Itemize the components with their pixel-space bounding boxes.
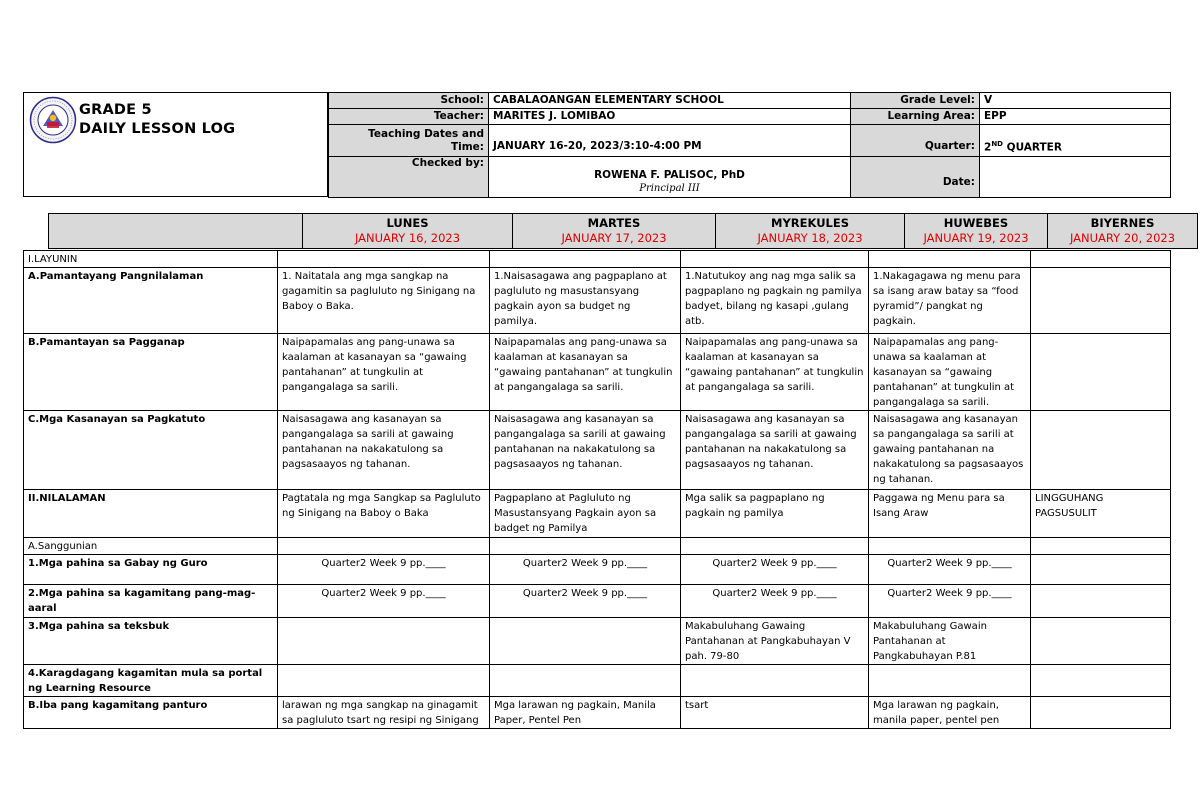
deped-seal-icon bbox=[29, 96, 77, 144]
date-label: Date: bbox=[851, 157, 980, 198]
title-grade: GRADE 5 bbox=[79, 102, 152, 118]
row-label-teksbuk: 3.Mga pahina sa teksbuk bbox=[24, 618, 278, 665]
cell-huwebes: Quarter2 Week 9 pp.____ bbox=[869, 555, 1031, 585]
cell bbox=[278, 665, 490, 697]
cell-myrekules: Mga salik sa pagpaplano ng pagkain ng pamilya bbox=[681, 490, 869, 538]
row-label-layunin: I.LAYUNIN bbox=[24, 251, 278, 268]
cell-lunes: Naisasagawa ang kasanayan sa pangangalaga sa sarili at gawaing pantahanan na nakakatulong sa pagsasaayos ng tahanan. bbox=[278, 411, 490, 490]
cell-myrekules: Quarter2 Week 9 pp.____ bbox=[681, 585, 869, 618]
cell-myrekules: Quarter2 Week 9 pp.____ bbox=[681, 555, 869, 585]
grade-value: V bbox=[980, 93, 1171, 109]
day-date: JANUARY 19, 2023 bbox=[923, 231, 1029, 245]
cell bbox=[681, 665, 869, 697]
cell-lunes bbox=[278, 618, 490, 665]
quarter-value bbox=[980, 125, 1171, 157]
cell-huwebes: Naipapamalas ang pang-unawa sa kaalaman at kasanayan sa “gawaing pantahanan” at tungkulin at pangangalaga sa sarili. bbox=[869, 334, 1031, 411]
table-row bbox=[24, 665, 1171, 697]
day-date: JANUARY 17, 2023 bbox=[561, 231, 667, 245]
day-name: HUWEBES bbox=[943, 216, 1009, 230]
day-date: JANUARY 18, 2023 bbox=[757, 231, 863, 245]
row-label-kasanayan: C.Mga Kasanayan sa Pagkatuto bbox=[24, 411, 278, 490]
cell-biyernes bbox=[1031, 334, 1171, 411]
cell-lunes: Quarter2 Week 9 pp.____ bbox=[278, 555, 490, 585]
cell-martes: Mga larawan ng pagkain, Manila Paper, Pentel Pen bbox=[490, 697, 681, 729]
day-name: MARTES bbox=[587, 216, 641, 230]
day-header-huwebes bbox=[905, 214, 1048, 249]
quarter-word: QUARTER bbox=[1002, 141, 1062, 154]
dates-label bbox=[329, 125, 489, 157]
info-table bbox=[328, 92, 1171, 198]
cell-martes: Quarter2 Week 9 pp.____ bbox=[490, 585, 681, 618]
cell-martes: Pagpaplano at Pagluluto ng Masustansyang Pagkain ayon sa badget ng Pamilya bbox=[490, 490, 681, 538]
cell bbox=[1031, 538, 1171, 555]
cell bbox=[490, 665, 681, 697]
cell-martes bbox=[490, 618, 681, 665]
checker-name: ROWENA F. PALISOC, PhD bbox=[594, 169, 745, 181]
cell-lunes: Pagtatala ng mga Sangkap sa Pagluluto ng Sinigang na Baboy o Baka bbox=[278, 490, 490, 538]
cell-huwebes: Paggawa ng Menu para sa Isang Araw bbox=[869, 490, 1031, 538]
date-value bbox=[980, 157, 1171, 198]
cell bbox=[1031, 251, 1171, 268]
day-date: JANUARY 20, 2023 bbox=[1069, 231, 1176, 245]
cell-myrekules: tsart bbox=[681, 697, 869, 729]
cell-huwebes: Makabuluhang Gawain Pantahanan at Pangkabuhayan P.81 bbox=[869, 618, 1031, 665]
table-row bbox=[24, 538, 1171, 555]
day-name: BIYERNES bbox=[1090, 216, 1155, 230]
day-date: JANUARY 16, 2023 bbox=[354, 231, 461, 245]
row-label-sanggunian: A.Sanggunian bbox=[24, 538, 278, 555]
day-header-biyernes bbox=[1048, 214, 1198, 249]
school-label: School: bbox=[329, 93, 489, 109]
cell-martes: Naipapamalas ang pang-unawa sa kaalaman at kasanayan sa “gawaing pantahanan” at tungkulin at pangangalaga sa sarili. bbox=[490, 334, 681, 411]
cell-myrekules: Naipapamalas ang pang-unawa sa kaalaman at kasanayan sa “gawaing pantahanan” at tungkulin at pangangalaga sa sarili. bbox=[681, 334, 869, 411]
dates-label-line2: Time: bbox=[450, 140, 484, 153]
day-header-blank bbox=[49, 214, 303, 249]
table-row bbox=[24, 697, 1171, 729]
cell-martes: Naisasagawa ang kasanayan sa pangangalaga sa sarili at gawaing pantahanan na nakakatulong sa pagsasaayos ng tahanan. bbox=[490, 411, 681, 490]
cell-myrekules: 1.Natutukoy ang nag mga salik sa pagpaplano ng pagkain ng pamilya badyet, bilang ng kasapi ,gulang atb. bbox=[681, 268, 869, 334]
day-header-myrekules bbox=[716, 214, 905, 249]
quarter-suffix: ND bbox=[991, 140, 1003, 149]
cell bbox=[490, 538, 681, 555]
table-row bbox=[24, 268, 1171, 334]
day-header-martes bbox=[513, 214, 716, 249]
cell-martes: 1.Naisasagawa ang pagpaplano at pagluluto ng masustansyang pagkain ayon sa budget ng pamilya. bbox=[490, 268, 681, 334]
table-row bbox=[24, 490, 1171, 538]
cell-biyernes bbox=[1031, 411, 1171, 490]
cell-huwebes: Naisasagawa ang kasanayan sa pangangalaga sa sarili at gawaing pantahanan na nakakatulong sa pagsasaayos ng tahanan. bbox=[869, 411, 1031, 490]
cell-biyernes bbox=[1031, 585, 1171, 618]
dates-label-line1: Teaching Dates and bbox=[368, 127, 484, 140]
header-title-box bbox=[23, 92, 328, 197]
area-value: EPP bbox=[980, 109, 1171, 125]
table-row bbox=[24, 334, 1171, 411]
checker-title: Principal III bbox=[639, 183, 700, 194]
cell-biyernes bbox=[1031, 618, 1171, 665]
cell bbox=[1031, 665, 1171, 697]
row-label-pagganap: B.Pamantayan sa Pagganap bbox=[24, 334, 278, 411]
cell-martes: Quarter2 Week 9 pp.____ bbox=[490, 555, 681, 585]
row-label-pangnilalaman: A.Pamantayang Pangnilalaman bbox=[24, 268, 278, 334]
lesson-table bbox=[23, 250, 1171, 729]
cell-lunes: larawan ng mga sangkap na ginagamit sa pagluluto tsart ng resipi ng Sinigang bbox=[278, 697, 490, 729]
row-label-portal: 4.Karagdagang kagamitan mula sa portal ng Learning Resource bbox=[24, 665, 278, 697]
school-value: CABALAOANGAN ELEMENTARY SCHOOL bbox=[489, 93, 851, 109]
checked-label: Checked by: bbox=[329, 157, 489, 198]
day-header-table bbox=[48, 213, 1198, 249]
row-label-gabay: 1.Mga pahina sa Gabay ng Guro bbox=[24, 555, 278, 585]
cell-huwebes: 1.Nakagagawa ng menu para sa isang araw batay sa “food pyramid”/ pangkat ng pagkain. bbox=[869, 268, 1031, 334]
table-row bbox=[24, 555, 1171, 585]
table-row bbox=[24, 411, 1171, 490]
table-row bbox=[24, 251, 1171, 268]
day-name: MYREKULES bbox=[771, 216, 849, 230]
area-label: Learning Area: bbox=[851, 109, 980, 125]
cell-biyernes bbox=[1031, 555, 1171, 585]
cell bbox=[278, 251, 490, 268]
cell bbox=[869, 251, 1031, 268]
checker-cell bbox=[489, 157, 851, 198]
title-dll: DAILY LESSON LOG bbox=[79, 121, 236, 137]
cell-huwebes: Quarter2 Week 9 pp.____ bbox=[869, 585, 1031, 618]
cell-myrekules: Naisasagawa ang kasanayan sa pangangalaga sa sarili at gawaing pantahanan na nakakatulong sa pagsasaayos ng tahanan. bbox=[681, 411, 869, 490]
table-row bbox=[24, 585, 1171, 618]
teacher-label: Teacher: bbox=[329, 109, 489, 125]
cell-biyernes bbox=[1031, 268, 1171, 334]
cell bbox=[869, 665, 1031, 697]
cell-biyernes: LINGGUHANG PAGSUSULIT bbox=[1031, 490, 1171, 538]
page-title bbox=[79, 101, 235, 139]
dates-value: JANUARY 16-20, 2023/3:10-4:00 PM bbox=[489, 125, 851, 157]
cell-lunes: Naipapamalas ang pang-unawa sa kaalaman at kasanayan sa “gawaing pantahanan” at tungkulin at pangangalaga sa sarili. bbox=[278, 334, 490, 411]
row-label-magaaral: 2.Mga pahina sa kagamitang pang-mag-aaral bbox=[24, 585, 278, 618]
cell-myrekules: Makabuluhang Gawaing Pantahanan at Pangkabuhayan V pah. 79-80 bbox=[681, 618, 869, 665]
cell bbox=[278, 538, 490, 555]
quarter-number: 2 bbox=[984, 141, 992, 154]
cell bbox=[681, 538, 869, 555]
teacher-value: MARITES J. LOMIBAO bbox=[489, 109, 851, 125]
cell bbox=[681, 251, 869, 268]
row-label-nilalaman: II.NILALAMAN bbox=[24, 490, 278, 538]
day-header-lunes bbox=[303, 214, 513, 249]
table-row bbox=[24, 618, 1171, 665]
quarter-label: Quarter: bbox=[851, 125, 980, 157]
cell-lunes: 1. Naitatala ang mga sangkap na gagamitin sa pagluluto ng Sinigang na Baboy o Baka. bbox=[278, 268, 490, 334]
cell-biyernes bbox=[1031, 697, 1171, 729]
cell bbox=[869, 538, 1031, 555]
cell-lunes: Quarter2 Week 9 pp.____ bbox=[278, 585, 490, 618]
cell bbox=[490, 251, 681, 268]
row-label-iba: B.Iba pang kagamitang panturo bbox=[24, 697, 278, 729]
cell-huwebes: Mga larawan ng pagkain, manila paper, pentel pen bbox=[869, 697, 1031, 729]
grade-label: Grade Level: bbox=[851, 93, 980, 109]
day-name: LUNES bbox=[386, 216, 429, 230]
